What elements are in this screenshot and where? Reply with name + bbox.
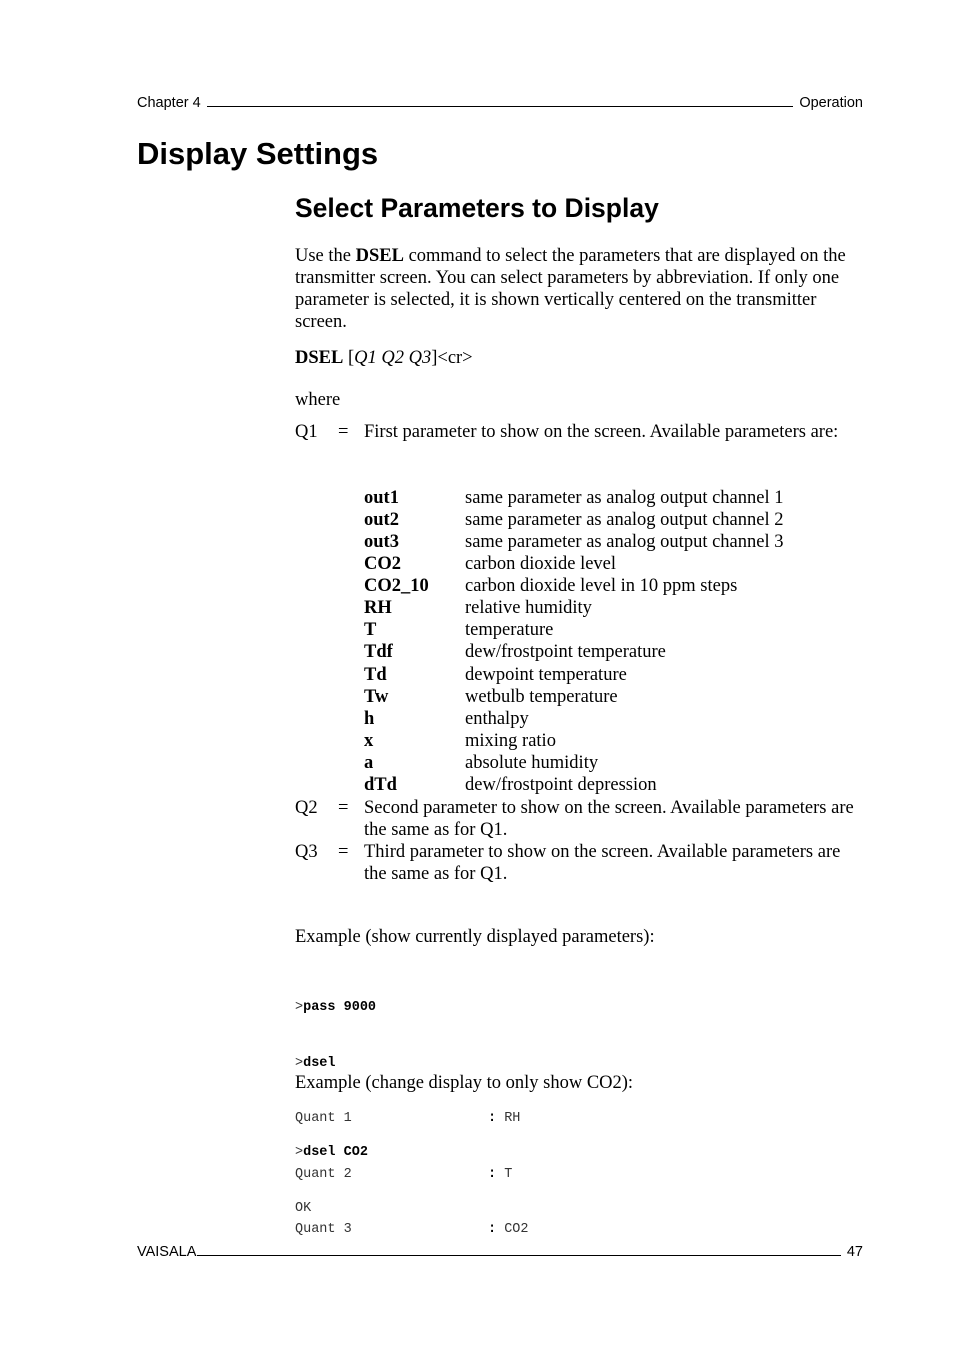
code-command: dsel CO2	[303, 1145, 368, 1160]
param-equals: =	[338, 842, 349, 862]
company-name: VAISALA	[137, 1244, 197, 1260]
list-item	[364, 664, 864, 686]
output-colon: :	[488, 1111, 497, 1126]
list-item	[364, 487, 864, 509]
section-heading: Select Parameters to Display	[295, 193, 659, 223]
prompt-symbol: >	[295, 1145, 304, 1160]
list-item	[364, 752, 864, 774]
param-abbr-desc: temperature	[465, 620, 554, 641]
param-abbr-desc: absolute humidity	[465, 752, 599, 773]
header-rule	[207, 106, 794, 107]
list-item	[364, 686, 864, 708]
param-abbr: out1	[364, 488, 399, 508]
param-description: Third parameter to show on the screen. Available parameters are the same as for Q1.	[364, 842, 841, 884]
param-abbr-desc: dew/frostpoint temperature	[465, 642, 666, 663]
param-abbr: CO2_10	[364, 576, 429, 597]
list-item	[364, 641, 864, 663]
prompt-symbol: >	[295, 1055, 304, 1071]
param-abbr: T	[364, 620, 377, 641]
param-abbr-desc: enthalpy	[465, 708, 529, 729]
param-name: Q3	[295, 842, 318, 862]
prompt-symbol: >	[295, 1000, 304, 1015]
where-label: where	[295, 390, 341, 410]
list-item	[364, 553, 864, 575]
chapter-label: Chapter 4	[137, 95, 201, 111]
output-colon: :	[488, 1166, 497, 1182]
page-header	[137, 91, 863, 111]
list-item	[364, 531, 864, 553]
param-equals: =	[338, 798, 349, 818]
param-description: Second parameter to show on the screen. Available parameters are the same as for Q1.	[364, 798, 854, 840]
param-abbr: CO2	[364, 554, 401, 575]
example2-caption: Example (change display to only show CO2):	[295, 1073, 634, 1093]
section-label: Operation	[799, 95, 863, 111]
param-abbr: x	[364, 730, 374, 751]
param-description: First parameter to show on the screen. Available parameters are:	[364, 422, 839, 442]
syntax-args: Q1 Q2 Q3	[354, 348, 432, 368]
parameter-list	[364, 487, 864, 796]
intro-paragraph	[295, 245, 865, 333]
param-abbr-desc: same parameter as analog output channel 3	[465, 532, 784, 553]
param-abbr: out2	[364, 510, 399, 531]
param-abbr: RH	[364, 598, 392, 619]
syntax-close: ]<cr>	[431, 348, 473, 368]
list-item	[364, 730, 864, 752]
footer-rule	[197, 1255, 840, 1256]
list-item	[364, 597, 864, 619]
code-command: dsel	[303, 1055, 336, 1071]
param-equals: =	[338, 422, 349, 442]
param-abbr-desc: carbon dioxide level in 10 ppm steps	[465, 576, 738, 597]
list-item	[364, 509, 864, 531]
code-line	[295, 999, 529, 1018]
intro-rest: command to select the parameters that are displayed on the transmitter screen. You can select parameters by abbreviation. If only one parameter is selected, it is shown vertically centered on the transmitter screen.	[295, 246, 846, 332]
code-line	[295, 1055, 529, 1074]
page-number: 47	[846, 1244, 863, 1260]
param-name: Q2	[295, 798, 318, 818]
syntax-command: DSEL	[295, 348, 344, 368]
code-command: pass 9000	[303, 1000, 377, 1015]
param-abbr-desc: dew/frostpoint depression	[465, 774, 657, 795]
param-abbr-desc: dewpoint temperature	[465, 664, 627, 685]
output-value: RH	[496, 1111, 521, 1126]
output-value: T	[496, 1166, 513, 1182]
param-abbr-desc: wetbulb temperature	[465, 686, 618, 707]
list-item	[364, 575, 864, 597]
param-abbr: dTd	[364, 774, 397, 795]
intro-prefix: Use the	[295, 246, 356, 266]
param-abbr: Td	[364, 664, 387, 685]
example1-caption: Example (show currently displayed parameters):	[295, 927, 655, 947]
list-item	[364, 619, 864, 641]
param-abbr-desc: carbon dioxide level	[465, 554, 617, 575]
param-abbr: a	[364, 752, 374, 773]
code-output-line: OK	[295, 1200, 312, 1216]
example2-code-block	[295, 1107, 368, 1237]
param-abbr: out3	[364, 532, 399, 553]
param-abbr-desc: mixing ratio	[465, 730, 556, 751]
output-label: Quant 3	[295, 1222, 352, 1237]
output-label: Quant 1	[295, 1111, 352, 1126]
param-abbr: Tw	[364, 686, 389, 707]
output-value: CO2	[496, 1222, 529, 1237]
syntax-open: [	[343, 348, 355, 368]
list-item	[364, 774, 864, 796]
param-abbr-desc: same parameter as analog output channel 1	[465, 488, 784, 508]
param-abbr: h	[364, 708, 375, 729]
output-colon: :	[488, 1222, 497, 1237]
page-footer	[137, 1240, 863, 1260]
page-title: Display Settings	[137, 136, 379, 171]
param-abbr-desc: relative humidity	[465, 598, 592, 619]
command-syntax	[295, 347, 865, 369]
param-abbr: Tdf	[364, 642, 393, 663]
code-line	[295, 1144, 368, 1163]
intro-command: DSEL	[355, 246, 404, 266]
param-name: Q1	[295, 422, 318, 442]
output-label: Quant 2	[295, 1166, 352, 1182]
list-item	[364, 708, 864, 730]
param-abbr-desc: same parameter as analog output channel 2	[465, 510, 784, 531]
